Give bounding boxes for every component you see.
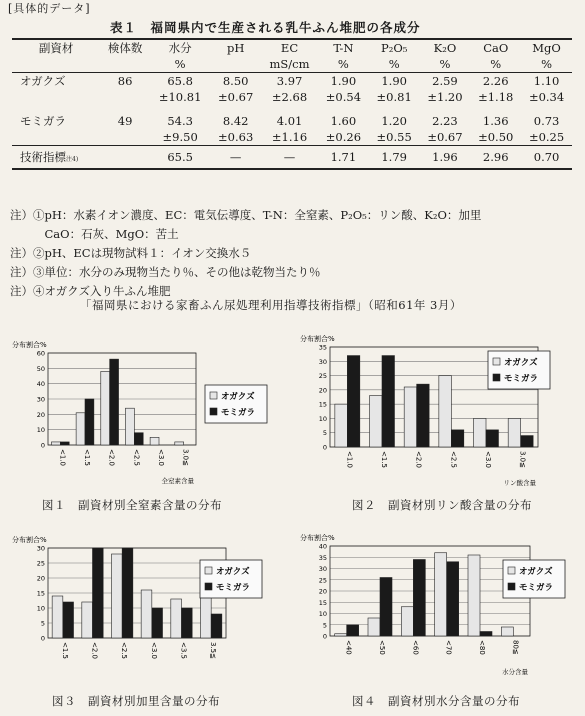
- chart-3: [10, 530, 290, 690]
- table-row: [12, 105, 572, 129]
- sd-cell: ±0.67: [427, 130, 463, 144]
- x-tick-label: 3.0≦: [518, 451, 527, 468]
- col-header: EC: [261, 39, 318, 56]
- bar-ogakuzu: [368, 618, 380, 636]
- x-tick-label: <2.5: [449, 451, 458, 468]
- sample-count: 86: [100, 73, 150, 90]
- x-tick-label: <1.5: [380, 451, 388, 468]
- bar-ogakuzu: [435, 553, 447, 636]
- x-tick-label: <2.0: [107, 449, 116, 466]
- mean-cell: 2.59: [420, 73, 471, 90]
- y-tick-label: 15: [36, 589, 45, 598]
- legend-label: モミガラ: [216, 583, 251, 593]
- sd-cell: ±1.20: [427, 90, 463, 104]
- mean-cell: 8.42: [222, 114, 249, 128]
- unit-cell: %: [541, 57, 553, 71]
- bar-momigara: [447, 562, 459, 636]
- col-header: P₂O₅: [369, 39, 420, 56]
- table-row: [12, 129, 572, 146]
- index-label: 技術指標: [20, 150, 66, 164]
- y-tick-label: 25: [318, 372, 327, 381]
- y-tick-label: 35: [318, 343, 327, 352]
- mean-cell: 1.20: [381, 114, 407, 128]
- y-tick-label: 30: [318, 357, 327, 366]
- y-tick-label: 0: [322, 443, 327, 452]
- y-tick-label: 10: [36, 426, 45, 435]
- bar-ogakuzu: [370, 396, 382, 447]
- sd-cell: ±1.16: [271, 130, 308, 144]
- sd-cell: ±9.50: [162, 130, 198, 144]
- y-tick-label: 40: [36, 380, 45, 389]
- x-tick-label: <1.0: [345, 451, 354, 468]
- bar-momigara: [63, 602, 74, 638]
- bar-momigara: [152, 608, 163, 638]
- y-tick-label: 25: [36, 559, 45, 568]
- bar-ogakuzu: [82, 602, 93, 638]
- x-tick-label: <3.0: [157, 449, 165, 466]
- bar-momigara: [451, 430, 463, 447]
- bar-momigara: [417, 384, 429, 447]
- legend-label: モミガラ: [519, 583, 554, 593]
- x-tick-label: 3.0≦: [181, 449, 190, 466]
- x-tick-label: <2.0: [90, 642, 99, 659]
- unit-cell: %: [174, 57, 186, 71]
- sd-cell: ±0.55: [376, 130, 412, 144]
- bar-ogakuzu: [171, 599, 182, 638]
- index-cell: 1.96: [420, 146, 471, 170]
- bar-momigara: [413, 560, 425, 637]
- chart-3-caption: 図３ 副資材別加里含量の分布: [52, 694, 220, 708]
- legend-swatch: [508, 583, 515, 590]
- bar-ogakuzu: [52, 596, 63, 638]
- y-axis-label: 分布割合%: [300, 335, 335, 343]
- mean-cell: 8.50: [210, 73, 261, 90]
- sd-cell: ±2.68: [271, 90, 308, 104]
- y-tick-label: 10: [318, 610, 327, 618]
- y-tick-label: 20: [36, 410, 45, 419]
- x-tick-label: <2.0: [414, 451, 423, 468]
- x-tick-label: <3.0: [149, 642, 158, 659]
- bar-momigara: [60, 442, 69, 445]
- table-unit-row: [12, 56, 572, 73]
- index-cell: 0.70: [521, 146, 572, 170]
- mean-cell: 54.3: [167, 114, 193, 128]
- legend-label: モミガラ: [504, 374, 539, 384]
- col-header: CaO: [470, 39, 521, 56]
- col-header: 検体数: [100, 39, 150, 56]
- note-line: 注）④オガクズ入り牛ふん堆肥: [10, 284, 171, 298]
- y-tick-label: 15: [318, 598, 327, 607]
- bar-momigara: [134, 433, 143, 445]
- bar-momigara: [182, 608, 193, 638]
- bar-ogakuzu: [101, 371, 110, 445]
- index-cell: 2.96: [470, 146, 521, 170]
- table-index-row: [12, 146, 572, 170]
- bar-ogakuzu: [111, 554, 122, 638]
- x-tick-label: 3.5≦: [209, 642, 218, 659]
- x-tick-label: <1.5: [60, 642, 69, 659]
- legend: [503, 560, 565, 598]
- index-cell: —: [210, 146, 261, 170]
- table-header-row: [12, 39, 572, 56]
- table-row: [12, 73, 572, 90]
- sd-cell: ±0.26: [325, 130, 362, 144]
- bar-ogakuzu: [335, 634, 347, 636]
- legend-swatch: [205, 567, 212, 574]
- y-tick-label: 40: [318, 542, 327, 551]
- mean-cell: 1.90: [369, 73, 420, 90]
- bar-momigara: [211, 614, 222, 638]
- mean-cell: 1.90: [318, 73, 369, 90]
- legend-label: オガクズ: [216, 567, 250, 577]
- bar-ogakuzu: [404, 387, 416, 447]
- material-name: オガクズ: [12, 73, 100, 90]
- unit-cell: mS/cm: [269, 57, 310, 71]
- index-note-ref: 注4): [66, 156, 79, 163]
- bar-momigara: [480, 632, 492, 637]
- x-tick-label: <3.5: [179, 642, 188, 659]
- y-tick-label: 20: [318, 386, 327, 395]
- bar-ogakuzu: [474, 418, 486, 447]
- unit-cell: %: [439, 57, 451, 71]
- sd-cell: ±0.63: [218, 130, 254, 144]
- x-tick-label: <1.5: [83, 449, 91, 466]
- bar-ogakuzu: [200, 596, 211, 638]
- legend: [205, 385, 267, 423]
- x-tick-label: 80≦: [511, 640, 520, 655]
- bar-ogakuzu: [141, 590, 152, 638]
- mean-cell: 3.97: [261, 73, 318, 90]
- y-tick-label: 30: [36, 544, 45, 553]
- bar-momigara: [93, 548, 104, 638]
- note-line: 注）②pH、ECは現物試料１：イオン交換水５: [10, 246, 252, 260]
- chart-2: [298, 335, 578, 500]
- x-tick-label: <70: [444, 640, 453, 655]
- y-tick-label: 60: [36, 349, 45, 358]
- mean-cell: 2.23: [432, 114, 458, 128]
- composition-table: [12, 38, 572, 170]
- y-tick-label: 10: [318, 414, 327, 423]
- legend-swatch: [205, 583, 212, 590]
- y-axis-label: 分布割合%: [300, 534, 335, 542]
- bar-ogakuzu: [125, 408, 134, 445]
- material-name: モミガラ: [20, 114, 66, 128]
- mean-cell: 1.60: [330, 114, 357, 128]
- x-tick-label: <50: [378, 640, 386, 655]
- bar-ogakuzu: [150, 437, 159, 445]
- x-tick-label: <1.0: [58, 449, 67, 466]
- y-tick-label: 20: [318, 587, 327, 596]
- bar-momigara: [122, 548, 133, 638]
- y-tick-label: 30: [36, 395, 45, 404]
- chart-1-caption: 図１ 副資材別全窒素含量の分布: [42, 498, 222, 512]
- mean-cell: 65.8: [150, 73, 210, 90]
- sd-cell: ±1.18: [478, 90, 514, 104]
- unit-cell: %: [337, 57, 349, 71]
- legend-swatch: [210, 408, 217, 415]
- col-header: 副資材: [12, 39, 100, 56]
- mean-cell: 2.26: [470, 73, 521, 90]
- chart-1-svg: [10, 335, 285, 500]
- bar-ogakuzu: [501, 627, 513, 636]
- legend: [200, 560, 262, 598]
- y-tick-label: 5: [40, 619, 45, 628]
- table-title: 表１ 福岡県内で生産される乳牛ふん堆肥の各成分: [110, 20, 421, 35]
- y-tick-label: 20: [36, 574, 45, 583]
- x-tick-label: <60: [411, 640, 420, 655]
- x-tick-label: <80: [478, 640, 486, 655]
- note-line: 注）③単位：水分のみ現物当たり％、その他は乾物当たり％: [10, 265, 321, 279]
- mean-cell: 4.01: [276, 114, 303, 128]
- bar-momigara: [521, 436, 533, 447]
- bar-momigara: [486, 430, 498, 447]
- sd-cell: ±0.54: [325, 90, 362, 104]
- source-citation: 「福岡県における家畜ふん尿処理利用指導技術指標」（昭和61年 3月）: [80, 298, 462, 312]
- bar-momigara: [85, 399, 94, 445]
- bar-momigara: [382, 356, 394, 447]
- y-tick-label: 5: [322, 621, 327, 630]
- bar-momigara: [347, 356, 359, 447]
- chart-4-caption: 図４ 副資材別水分含量の分布: [352, 694, 520, 708]
- sd-cell: ±0.50: [478, 130, 514, 144]
- legend-label: モミガラ: [221, 408, 256, 418]
- x-tick-label: <3.0: [484, 451, 492, 468]
- y-tick-label: 35: [318, 553, 327, 562]
- index-name: [12, 146, 100, 170]
- bar-ogakuzu: [76, 413, 85, 445]
- chart-2-caption: 図２ 副資材別リン酸含量の分布: [352, 498, 532, 512]
- chart-4-svg: [298, 530, 578, 690]
- x-tick-label: <2.5: [120, 642, 129, 659]
- mean-cell: 1.10: [521, 73, 572, 90]
- y-tick-label: 5: [322, 429, 327, 438]
- legend-swatch: [493, 358, 500, 365]
- bar-ogakuzu: [51, 442, 60, 445]
- col-header: MgO: [521, 39, 572, 56]
- x-tick-label: <2.5: [132, 449, 141, 466]
- bar-momigara: [110, 359, 119, 445]
- y-tick-label: 30: [318, 565, 327, 573]
- legend-swatch: [493, 374, 500, 381]
- col-header: K₂O: [420, 39, 471, 56]
- chart-1: [10, 335, 285, 500]
- section-tag: [具体的データ]: [8, 2, 91, 15]
- note-line: 注）①pH：水素イオン濃度、EC：電気伝導度、T-N：全窒素、P₂O₅：リン酸、K₂O：加里: [10, 208, 482, 222]
- index-cell: —: [261, 146, 318, 170]
- note-line: CaO：石灰、MgO：苦土: [10, 227, 179, 241]
- bar-momigara: [347, 625, 359, 636]
- mean-cell: 1.36: [482, 114, 509, 128]
- col-header: pH: [210, 39, 261, 56]
- x-axis-label: 水分含量: [502, 668, 528, 676]
- mean-cell: 0.73: [533, 114, 560, 128]
- legend-swatch: [508, 567, 515, 574]
- bar-ogakuzu: [175, 442, 184, 445]
- y-tick-label: 10: [36, 604, 45, 613]
- table-row: [12, 89, 572, 105]
- chart-3-svg: [10, 530, 290, 690]
- bar-ogakuzu: [401, 607, 413, 636]
- y-tick-label: 50: [36, 364, 45, 373]
- chart-2-svg: [298, 335, 578, 500]
- sd-cell: ±0.67: [218, 90, 254, 104]
- sd-cell: ±0.34: [528, 90, 565, 104]
- y-tick-label: 0: [40, 634, 45, 643]
- x-axis-label: リン酸含量: [503, 479, 536, 487]
- unit-cell: %: [388, 57, 400, 71]
- sd-cell: ±0.81: [376, 90, 412, 104]
- index-cell: 65.5: [150, 146, 210, 170]
- y-tick-label: 25: [318, 576, 327, 585]
- bar-ogakuzu: [335, 404, 347, 447]
- sample-count: 49: [117, 114, 133, 128]
- chart-4: [298, 530, 578, 690]
- legend-label: オガクズ: [504, 358, 538, 368]
- col-header: T-N: [318, 39, 369, 56]
- legend-swatch: [210, 392, 217, 399]
- y-axis-label: 分布割合%: [12, 341, 47, 349]
- legend-label: オガクズ: [519, 567, 553, 577]
- bar-ogakuzu: [439, 376, 451, 447]
- legend: [488, 351, 550, 389]
- bar-momigara: [380, 578, 392, 637]
- index-cell: 1.71: [318, 146, 369, 170]
- y-tick-label: 0: [40, 441, 45, 450]
- index-cell: 1.79: [369, 146, 420, 170]
- y-tick-label: 15: [318, 400, 327, 409]
- sd-cell: ±0.25: [528, 130, 565, 144]
- bar-ogakuzu: [468, 555, 480, 636]
- col-header: 水分: [150, 39, 210, 56]
- table-notes: [10, 206, 580, 301]
- y-tick-label: 0: [322, 632, 327, 641]
- y-axis-label: 分布割合%: [12, 536, 47, 544]
- x-tick-label: <40: [344, 640, 353, 655]
- bar-ogakuzu: [508, 418, 520, 447]
- sd-cell: ±10.81: [158, 90, 202, 104]
- legend-label: オガクズ: [221, 392, 255, 402]
- x-axis-label: 全窒素含量: [161, 477, 194, 485]
- unit-cell: %: [490, 57, 502, 71]
